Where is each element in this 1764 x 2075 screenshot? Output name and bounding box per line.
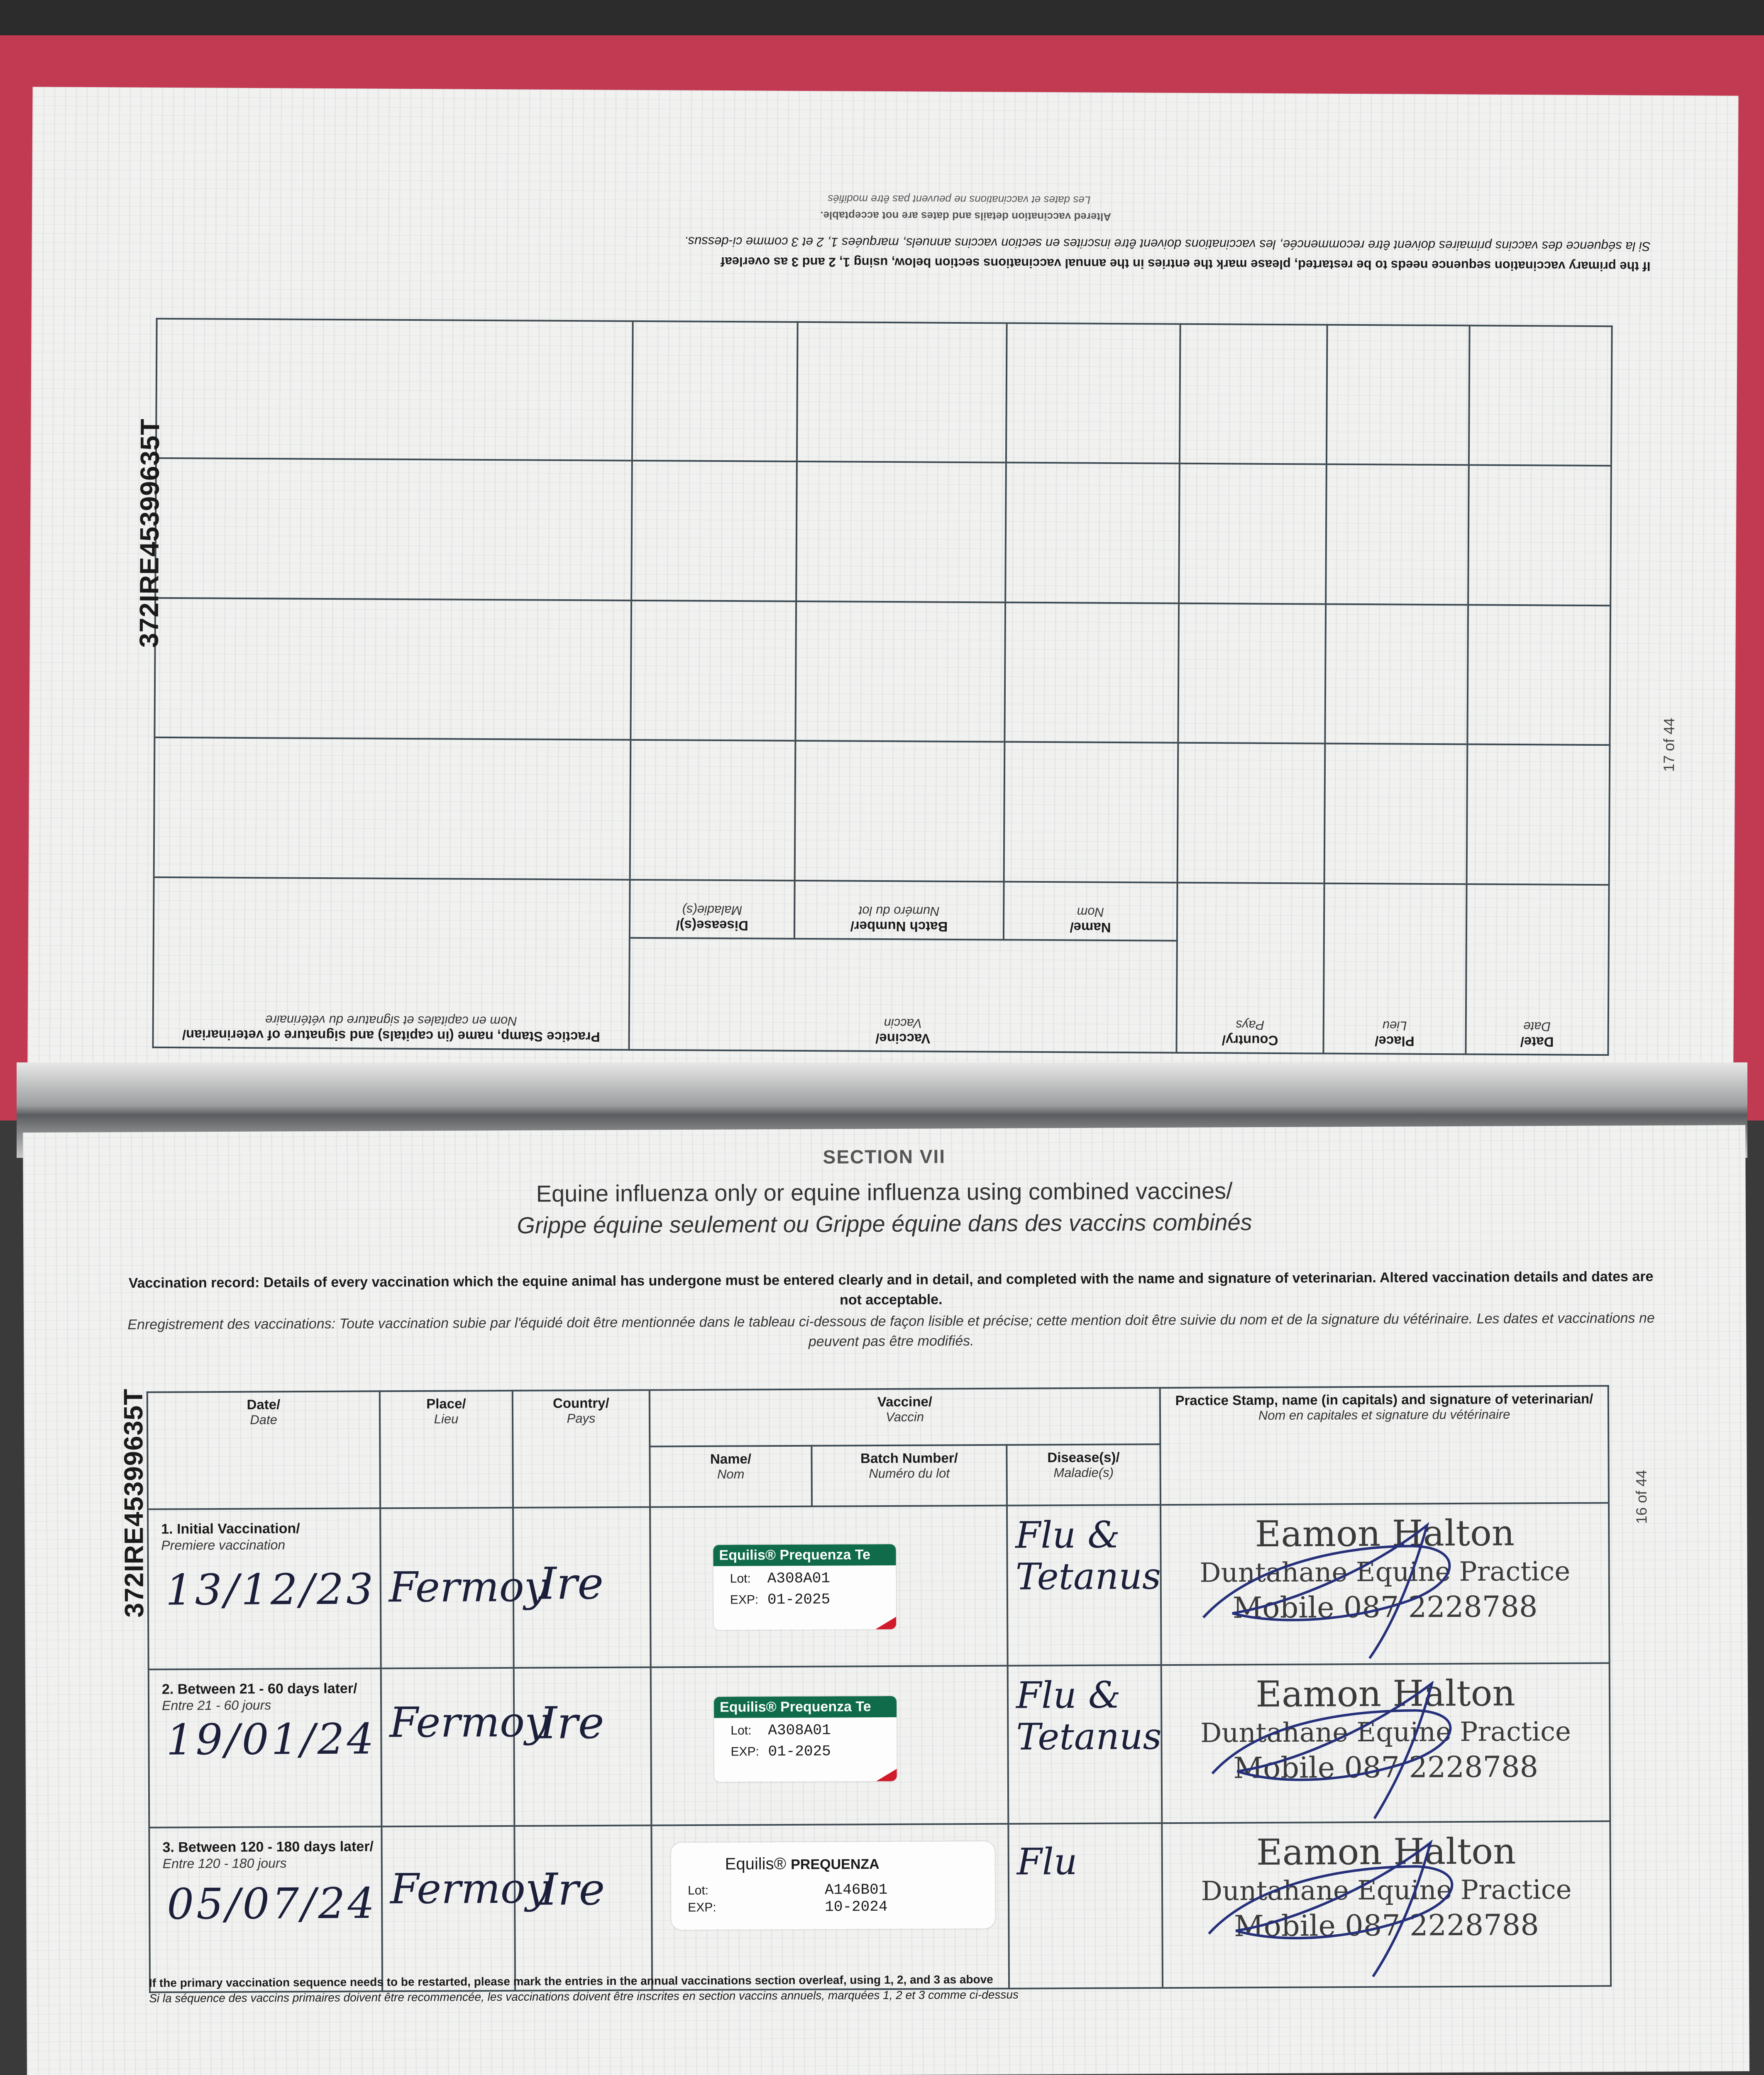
signature bbox=[1195, 1681, 1486, 1824]
date-cell[interactable] bbox=[149, 1668, 382, 1828]
place-cell[interactable] bbox=[380, 1508, 548, 1669]
empty-cell[interactable] bbox=[631, 461, 796, 601]
instructions-en: Vaccination record: Details of every vaccination which the equine animal has undergone must be entered clearly and in detail, and completed with the name and signature of veterinarian. Altered vaccination details and dates are not acceptable. bbox=[128, 1268, 1654, 1308]
vaccine-label-cell[interactable] bbox=[650, 1506, 1008, 1667]
lot-key: Lot: bbox=[687, 1884, 709, 1898]
altered-note-fr: Les dates et vaccinations ne peuvent pas être modifiés bbox=[828, 193, 1091, 207]
handwritten-diseases: Flu & Tetanus bbox=[1015, 1513, 1161, 1598]
restart-footnote-en: If the primary vaccination sequence needs to be restarted, please mark the entries in the annual vaccinations section overleaf, using 1, 2, and 3 as above bbox=[149, 1972, 993, 1990]
empty-cell[interactable] bbox=[155, 458, 632, 601]
vet-name: Eamon Halton bbox=[1256, 1831, 1516, 1874]
col-place: Place/ Lieu bbox=[1323, 884, 1466, 1055]
row-label: 3. Between 120 - 180 days later/ bbox=[162, 1838, 374, 1855]
empty-cell[interactable] bbox=[1469, 325, 1612, 466]
empty-cell[interactable] bbox=[154, 598, 631, 740]
place-cell[interactable] bbox=[381, 1826, 549, 1991]
practice-name: Duntahane Equine Practice bbox=[1200, 1556, 1571, 1589]
col-name: Name/ Nom bbox=[650, 1445, 812, 1507]
col-vaccine: Vaccine/ Vaccin bbox=[629, 938, 1177, 1053]
lot-key: Lot: bbox=[730, 1572, 751, 1586]
practice-mobile: Mobile 087 2228788 bbox=[1232, 1589, 1538, 1625]
handwritten-place: Fermoy bbox=[390, 1864, 549, 1914]
row-label: 1. Initial Vaccination/ bbox=[161, 1521, 300, 1537]
vet-name: Eamon Halton bbox=[1255, 1672, 1516, 1716]
col-name: Name/ Nom bbox=[1004, 882, 1178, 941]
restart-footnote-fr: Si la séquence des vaccins primaires doivent être recommencée, les vaccinations doivent être inscrites en section vaccins annuels, marquées 1, 2 et 3 comme ci-dessus. bbox=[684, 234, 1651, 254]
empty-cell[interactable] bbox=[796, 461, 1006, 602]
handwritten-country: Ire bbox=[540, 1864, 605, 1915]
col-diseases: Disease(s)/ Maladie(s) bbox=[630, 880, 794, 939]
practice-stamp bbox=[1161, 1512, 1608, 1625]
annual-vaccination-table bbox=[152, 318, 1613, 1056]
vaccine-brand: Equilis® bbox=[725, 1855, 787, 1873]
empty-cell[interactable] bbox=[1004, 742, 1178, 883]
col-date: Date/ Date bbox=[1466, 884, 1609, 1055]
diseases-cell[interactable] bbox=[1007, 1505, 1161, 1666]
date-cell[interactable] bbox=[149, 1827, 382, 1992]
page-title-fr: Grippe équine seulement ou Grippe équine dans des vaccins combinés bbox=[517, 1209, 1252, 1238]
exp-key: EXP: bbox=[730, 1593, 759, 1607]
practice-stamp-cell[interactable] bbox=[1161, 1503, 1610, 1665]
practice-stamp bbox=[1162, 1672, 1609, 1786]
passport-identifier: 372IRE45399635T bbox=[134, 418, 165, 648]
vaccine-label-cell[interactable] bbox=[651, 1824, 1009, 1990]
table-row bbox=[155, 458, 1611, 605]
empty-cell[interactable] bbox=[630, 740, 795, 881]
handwritten-diseases: Flu bbox=[1016, 1840, 1077, 1883]
lot-key: Lot: bbox=[731, 1723, 752, 1738]
handwritten-date: 19/01/24 bbox=[166, 1714, 376, 1765]
expiry: 10-2024 bbox=[825, 1898, 888, 1916]
handwritten-date: 13/12/23 bbox=[165, 1565, 376, 1615]
col-date: Date/ Date bbox=[147, 1391, 380, 1509]
handwritten-country: Ire bbox=[539, 1557, 604, 1609]
practice-name: Duntahane Equine Practice bbox=[1201, 1875, 1572, 1907]
empty-cell[interactable] bbox=[1327, 325, 1470, 465]
col-batch: Batch Number/ Numéro du lot bbox=[811, 1445, 1007, 1506]
page-17 bbox=[27, 87, 1738, 1137]
section-title: SECTION VII bbox=[823, 1145, 946, 1168]
diseases-cell[interactable] bbox=[1008, 1823, 1163, 1988]
upside-down-content bbox=[27, 87, 1738, 1137]
page-title-en: Equine influenza only or equine influenza using combined vaccines/ bbox=[536, 1177, 1233, 1207]
row-label-fr: Entre 21 - 60 jours bbox=[161, 1697, 271, 1713]
country-cell[interactable] bbox=[514, 1667, 652, 1826]
practice-name: Duntahane Equine Practice bbox=[1200, 1716, 1571, 1749]
sticker-corner bbox=[876, 1769, 897, 1781]
empty-cell[interactable] bbox=[1004, 603, 1179, 743]
batch-number: A308A01 bbox=[768, 1721, 831, 1739]
altered-note-en: Altered vaccination details and dates are not acceptable. bbox=[820, 209, 1112, 223]
vaccine-sticker bbox=[671, 1841, 995, 1930]
col-place: Place/ Lieu bbox=[380, 1391, 513, 1508]
vaccine-label-cell[interactable] bbox=[651, 1666, 1009, 1826]
signature bbox=[1195, 1521, 1485, 1663]
page-16 bbox=[23, 1125, 1749, 2075]
vaccine-brand: Equilis® Prequenza Te bbox=[714, 1696, 897, 1718]
exp-key: EXP: bbox=[731, 1745, 760, 1759]
empty-cell[interactable] bbox=[1006, 323, 1180, 464]
vaccine-sticker bbox=[713, 1544, 896, 1630]
restart-footnote-en: If the primary vaccination sequence needs to be restarted, please mark the entries in the annual vaccinations section below, using 1, 2 and 3 as overleaf bbox=[721, 254, 1651, 274]
row-label-fr: Entre 120 - 180 jours bbox=[162, 1855, 287, 1871]
handwritten-place: Fermoy bbox=[389, 1697, 548, 1747]
instructions-fr: Enregistrement des vaccinations: Toute vaccination subie par l'équidé doit être mentionnée dans le tableau ci-dessous de façon lisible et précise; cette mention doit être suivie du nom et de la signature du vétérinaire. Les dates et vaccinations ne peuvent pas être modifiés. bbox=[127, 1310, 1655, 1350]
table-row bbox=[149, 1663, 1610, 1828]
place-cell[interactable] bbox=[381, 1668, 548, 1826]
empty-cell[interactable] bbox=[1325, 604, 1468, 745]
empty-cell[interactable] bbox=[1005, 463, 1180, 603]
date-cell[interactable] bbox=[148, 1508, 381, 1670]
sticker-corner bbox=[875, 1617, 896, 1629]
col-vaccine: Vaccine/ Vaccin bbox=[650, 1388, 1161, 1446]
col-diseases: Disease(s)/ Maladie(s) bbox=[1007, 1444, 1161, 1506]
table-row bbox=[149, 1821, 1611, 1992]
empty-cell[interactable] bbox=[797, 322, 1007, 463]
expiry: 01-2025 bbox=[767, 1591, 831, 1609]
empty-cell[interactable] bbox=[1180, 324, 1327, 464]
expiry: 01-2025 bbox=[768, 1743, 831, 1760]
empty-cell[interactable] bbox=[1467, 745, 1610, 885]
col-country: Country/ Pays bbox=[1176, 883, 1324, 1054]
empty-cell[interactable] bbox=[631, 601, 796, 741]
page-number: 17 of 44 bbox=[1660, 718, 1678, 772]
row-label: 2. Between 21 - 60 days later/ bbox=[161, 1680, 357, 1697]
col-practice: Practice Stamp, name (in capitals) and signature of veterinarian/ Nom en capitales et signature du vétérinaire bbox=[153, 877, 630, 1050]
empty-cell[interactable] bbox=[1468, 465, 1611, 605]
empty-cell[interactable] bbox=[795, 741, 1005, 881]
col-country: Country/ Pays bbox=[513, 1390, 650, 1507]
passport-identifier: 372IRE45399635T bbox=[118, 1388, 149, 1618]
empty-cell[interactable] bbox=[795, 601, 1005, 742]
batch-number: A308A01 bbox=[767, 1570, 831, 1587]
practice-stamp-cell[interactable] bbox=[1161, 1663, 1610, 1824]
practice-mobile: Mobile 087 2228788 bbox=[1234, 1908, 1539, 1943]
empty-cell[interactable] bbox=[1178, 603, 1326, 744]
page-number: 16 of 44 bbox=[1632, 1470, 1650, 1524]
empty-cell[interactable] bbox=[632, 321, 797, 462]
vaccine-brand: Equilis® Prequenza Te bbox=[713, 1544, 896, 1566]
practice-stamp bbox=[1163, 1831, 1610, 1944]
exp-key: EXP: bbox=[688, 1901, 716, 1915]
col-batch: Batch Number/ Numéro du lot bbox=[794, 881, 1004, 940]
table-row bbox=[156, 319, 1612, 466]
handwritten-diseases: Flu & Tetanus bbox=[1016, 1673, 1162, 1758]
primary-vaccination-table bbox=[147, 1385, 1610, 1993]
empty-cell[interactable] bbox=[1467, 605, 1610, 745]
col-practice: Practice Stamp, name (in capitals) and signature of veterinarian/ Nom en capitales et signature du vétérinaire bbox=[1160, 1386, 1609, 1505]
table-row bbox=[148, 1503, 1610, 1670]
batch-number: A146B01 bbox=[824, 1881, 888, 1899]
vet-name: Eamon Halton bbox=[1255, 1512, 1515, 1555]
restart-footnote-fr: Si la séquence des vaccins primaires doivent être recommencée, les vaccinations doivent être inscrites en section vaccins annuels, marquées 1, 2 et 3 comme ci-dessus bbox=[149, 1988, 1019, 2005]
table-row bbox=[154, 737, 1610, 885]
practice-mobile: Mobile 087 2228788 bbox=[1233, 1750, 1539, 1785]
empty-cell[interactable] bbox=[1179, 464, 1327, 604]
signature bbox=[1196, 1839, 1487, 1982]
empty-cell[interactable] bbox=[1326, 464, 1469, 605]
row-label-fr: Premiere vaccination bbox=[161, 1537, 286, 1553]
diseases-cell[interactable] bbox=[1008, 1665, 1162, 1824]
handwritten-date: 05/07/24 bbox=[166, 1879, 377, 1929]
empty-cell[interactable] bbox=[156, 319, 633, 461]
vaccine-sticker bbox=[714, 1696, 897, 1782]
empty-cell[interactable] bbox=[1324, 744, 1467, 884]
handwritten-country: Ire bbox=[539, 1697, 604, 1749]
practice-stamp-cell[interactable] bbox=[1162, 1821, 1611, 1988]
empty-cell[interactable] bbox=[1178, 743, 1325, 883]
empty-cell[interactable] bbox=[154, 737, 631, 880]
vaccine-product: PREQUENZA bbox=[791, 1856, 880, 1873]
table-row bbox=[154, 598, 1610, 745]
handwritten-place: Fermoy bbox=[388, 1562, 548, 1612]
